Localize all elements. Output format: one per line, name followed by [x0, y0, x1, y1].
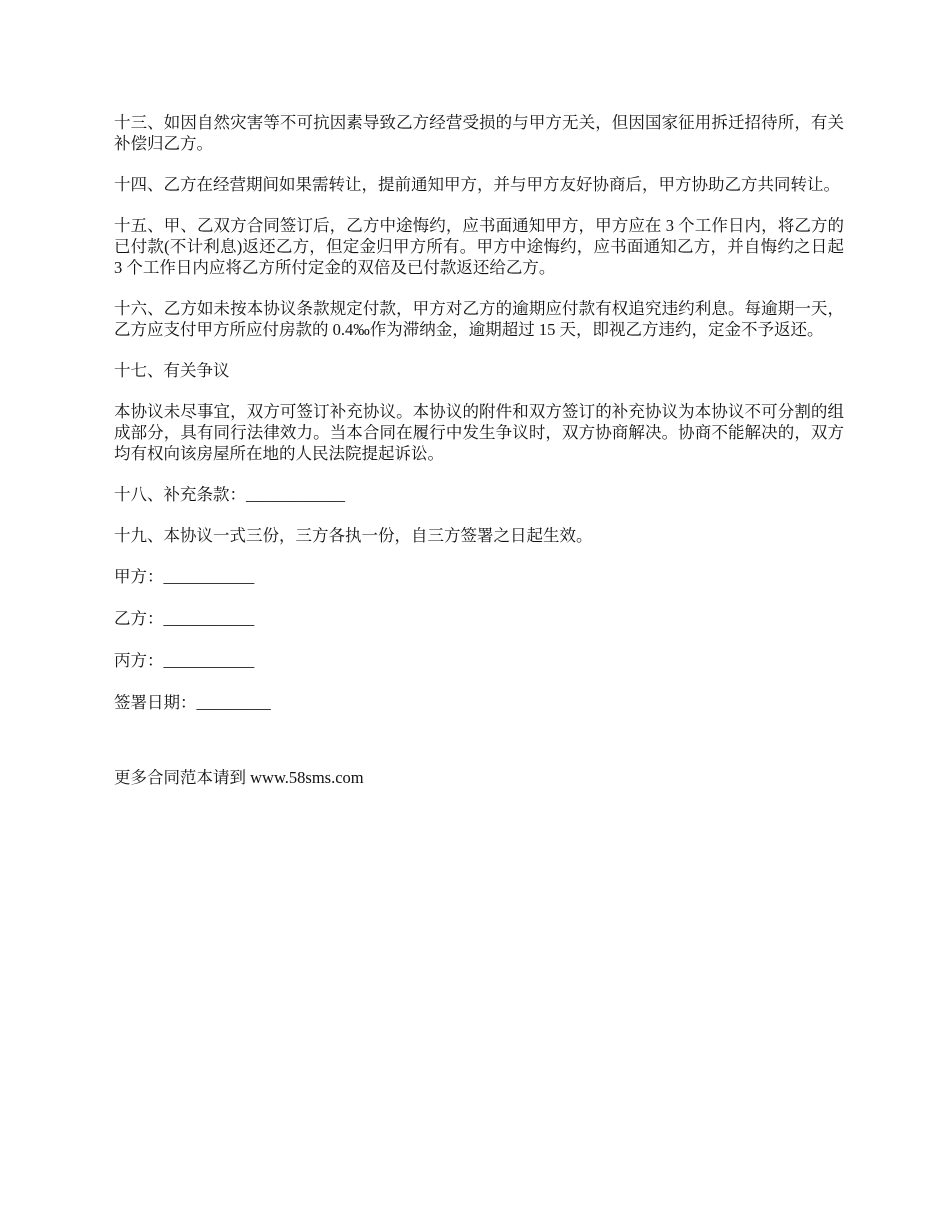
footer-link-text: 更多合同范本请到 www.58sms.com [114, 768, 364, 787]
clause-17-body: 本协议未尽事宜，双方可签订补充协议。本协议的附件和双方签订的补充协议为本协议不可分割的组成部分，具有同行法律效力。当本合同在履行中发生争议时，双方协商解决。协商不能解决的，双方均有权向该房屋所在地的人民法院提起诉讼。 [114, 402, 844, 463]
clause-14: 十四、乙方在经营期间如果需转让，提前通知甲方，并与甲方友好协商后，甲方协助乙方共同转让。 [114, 175, 840, 194]
signature-party-b: 乙方：___________ [114, 609, 255, 628]
signature-party-a: 甲方：___________ [114, 567, 255, 586]
clause-15: 十五、甲、乙双方合同签订后，乙方中途悔约，应书面通知甲方，甲方应在 3 个工作日内，将乙方的已付款(不计利息)返还乙方，但定金归甲方所有。甲方中途悔约，应书面通知乙方，并自悔约之日起 3 个工作日内应将乙方所付定金的双倍及已付款返还给乙方。 [114, 216, 844, 277]
clause-19: 十九、本协议一式三份，三方各执一份，自三方签署之日起生效。 [114, 526, 593, 545]
signature-party-c: 丙方：___________ [114, 651, 255, 670]
clause-13: 十三、如因自然灾害等不可抗因素导致乙方经营受损的与甲方无关，但因国家征用拆迁招待所，有关补偿归乙方。 [114, 113, 844, 153]
signature-date: 签署日期：_________ [114, 693, 271, 712]
contract-body [114, 112, 844, 808]
clause-16: 十六、乙方如未按本协议条款规定付款，甲方对乙方的逾期应付款有权追究违约利息。每逾期一天，乙方应支付甲方所应付房款的 0.4‰作为滞纳金，逾期超过 15 天，即视乙方违约，定金不予返还。 [114, 299, 844, 339]
clause-17-heading: 十七、有关争议 [114, 361, 230, 380]
clause-18: 十八、补充条款：____________ [114, 485, 345, 504]
